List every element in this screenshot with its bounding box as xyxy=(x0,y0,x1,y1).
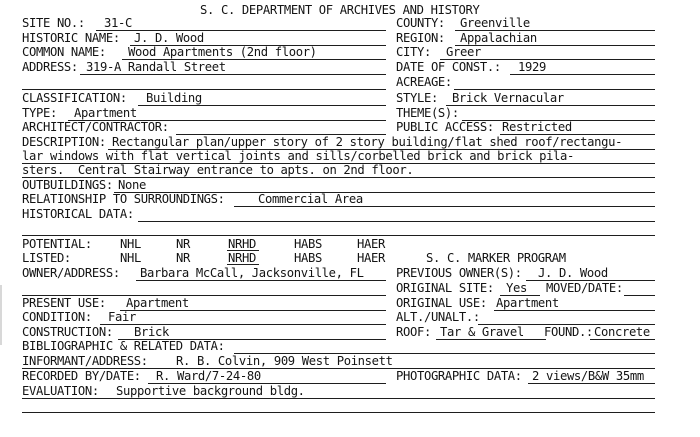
outbuildings-value: None xyxy=(118,178,146,192)
historical-data-line-2 xyxy=(22,235,655,236)
site-no-label: SITE NO.: xyxy=(22,16,85,30)
listed-nrhd: NRHD xyxy=(228,251,256,265)
recorded-value: R. Ward/7-24-80 xyxy=(156,369,261,383)
construction-label: CONSTRUCTION: xyxy=(22,325,113,339)
original-use-label: ORIGINAL USE: xyxy=(396,296,487,310)
description-line-3: sters. Central Stairway entrance to apts. on 2nd floor. xyxy=(22,163,414,177)
listed-habs: HABS xyxy=(294,251,322,265)
photo-label: PHOTOGRAPHIC DATA: xyxy=(396,369,522,383)
owner-label: OWNER/ADDRESS: xyxy=(22,266,120,280)
relationship-line xyxy=(234,206,655,207)
region-label: REGION: xyxy=(396,31,445,45)
common-name-label: COMMON NAME: xyxy=(22,45,106,59)
classification-label: CLASSIFICATION: xyxy=(22,91,127,105)
acreage-line xyxy=(454,89,655,90)
form-title: S. C. DEPARTMENT OF ARCHIVES AND HISTORY xyxy=(200,3,480,17)
roof-value: Tar & Gravel xyxy=(440,325,524,339)
style-value: Brick Vernacular xyxy=(452,91,564,105)
public-access-value: Restricted xyxy=(502,120,572,134)
date-line xyxy=(510,74,655,75)
type-value: Apartment xyxy=(74,106,137,120)
construction-value: Brick xyxy=(134,325,169,339)
moved-date-label: MOVED/DATE: xyxy=(546,281,623,295)
roof-label: ROOF: xyxy=(396,325,431,339)
evaluation-label: EVALUATION: xyxy=(22,384,99,398)
city-value: Greer xyxy=(446,45,481,59)
acreage-label: ACREAGE: xyxy=(396,75,452,89)
owner-line xyxy=(136,280,386,281)
classification-value: Building xyxy=(146,91,202,105)
style-line xyxy=(446,105,655,106)
owner-value: Barbara McCall, Jacksonville, FL xyxy=(140,266,364,280)
bibliographic-label: BIBLIOGRAPHIC & RELATED DATA: xyxy=(22,339,225,353)
previous-owner-value: J. D. Wood xyxy=(538,266,608,280)
condition-label: CONDITION: xyxy=(22,310,92,324)
site-no-value: 31-C xyxy=(104,16,132,30)
moved-date-line xyxy=(624,295,655,296)
informant-value: R. B. Colvin, 909 West Poinsett xyxy=(176,354,393,368)
historic-name-value: J. D. Wood xyxy=(134,31,204,45)
common-name-value: Wood Apartments (2nd floor) xyxy=(128,45,317,59)
photo-line xyxy=(528,383,655,384)
potential-label: POTENTIAL: xyxy=(22,237,92,251)
theme-label: THEME(S): xyxy=(396,106,459,120)
date-label: DATE OF CONST.: xyxy=(396,60,501,74)
date-value: 1929 xyxy=(518,60,546,74)
scan-edge xyxy=(0,285,2,345)
divider-line xyxy=(22,89,386,90)
listed-nhl: NHL xyxy=(120,251,141,265)
evaluation-line-2 xyxy=(22,412,655,413)
classification-line xyxy=(138,105,386,106)
description-line-2: lar windows with flat vertical joints and sills/corbelled brick and brick pila- xyxy=(22,149,575,163)
region-line xyxy=(455,45,655,46)
present-use-line xyxy=(120,310,386,311)
historical-data-line xyxy=(138,221,655,222)
recorded-label: RECORDED BY/DATE: xyxy=(22,369,141,383)
style-label: STYLE: xyxy=(396,91,438,105)
present-use-label: PRESENT USE: xyxy=(22,296,106,310)
county-label: COUNTY: xyxy=(396,16,445,30)
potential-habs: HABS xyxy=(294,237,322,251)
address-line xyxy=(80,74,386,75)
found-line xyxy=(590,339,655,340)
historical-data-label: HISTORICAL DATA: xyxy=(22,207,134,221)
historic-name-label: HISTORIC NAME: xyxy=(22,31,120,45)
alt-label: ALT./UNALT.: xyxy=(396,310,480,324)
found-value: Concrete xyxy=(594,325,650,339)
original-site-label: ORIGINAL SITE: xyxy=(396,281,494,295)
roof-line xyxy=(436,339,546,340)
previous-owner-label: PREVIOUS OWNER(S): xyxy=(396,266,522,280)
found-label: FOUND.: xyxy=(544,325,593,339)
outbuildings-label: OUTBUILDINGS: xyxy=(22,178,113,192)
architect-label: ARCHITECT/CONTRACTOR: xyxy=(22,120,169,134)
condition-value: Fair xyxy=(108,310,136,324)
potential-haer: HAER xyxy=(357,237,385,251)
listed-label: LISTED: xyxy=(22,251,71,265)
relationship-value: Commercial Area xyxy=(258,192,363,206)
original-use-line xyxy=(494,310,655,311)
potential-nr: NR xyxy=(176,237,190,251)
public-access-label: PUBLIC ACCESS: xyxy=(396,120,494,134)
listed-nrhd-mark xyxy=(227,264,259,265)
informant-label: INFORMANT/ADDRESS: xyxy=(22,354,148,368)
relationship-label: RELATIONSHIP TO SURROUNDINGS: xyxy=(22,192,225,206)
address-value: 319-A Randall Street xyxy=(86,60,226,74)
region-value: Appalachian xyxy=(460,31,537,45)
potential-nhl: NHL xyxy=(120,237,141,251)
evaluation-value: Supportive background bldg. xyxy=(116,384,305,398)
address-label: ADDRESS: xyxy=(22,60,78,74)
photo-value: 2 views/B&W 35mm xyxy=(532,369,644,383)
county-value: Greenville xyxy=(460,16,530,30)
original-use-value: Apartment xyxy=(496,296,559,310)
evaluation-line xyxy=(22,398,655,399)
original-site-value: Yes xyxy=(506,281,527,295)
description-label: DESCRIPTION: xyxy=(22,135,106,149)
present-use-value: Apartment xyxy=(126,296,189,310)
marker-program: S. C. MARKER PROGRAM xyxy=(426,251,566,265)
potential-nrhd: NRHD xyxy=(228,237,256,251)
description-line-1: Rectangular plan/upper story of 2 story building/flat shed roof/rectangu- xyxy=(112,135,623,149)
type-label: TYPE: xyxy=(22,106,57,120)
description-rule-3 xyxy=(22,177,655,178)
listed-nr: NR xyxy=(176,251,190,265)
listed-haer: HAER xyxy=(357,251,385,265)
city-label: CITY: xyxy=(396,45,431,59)
